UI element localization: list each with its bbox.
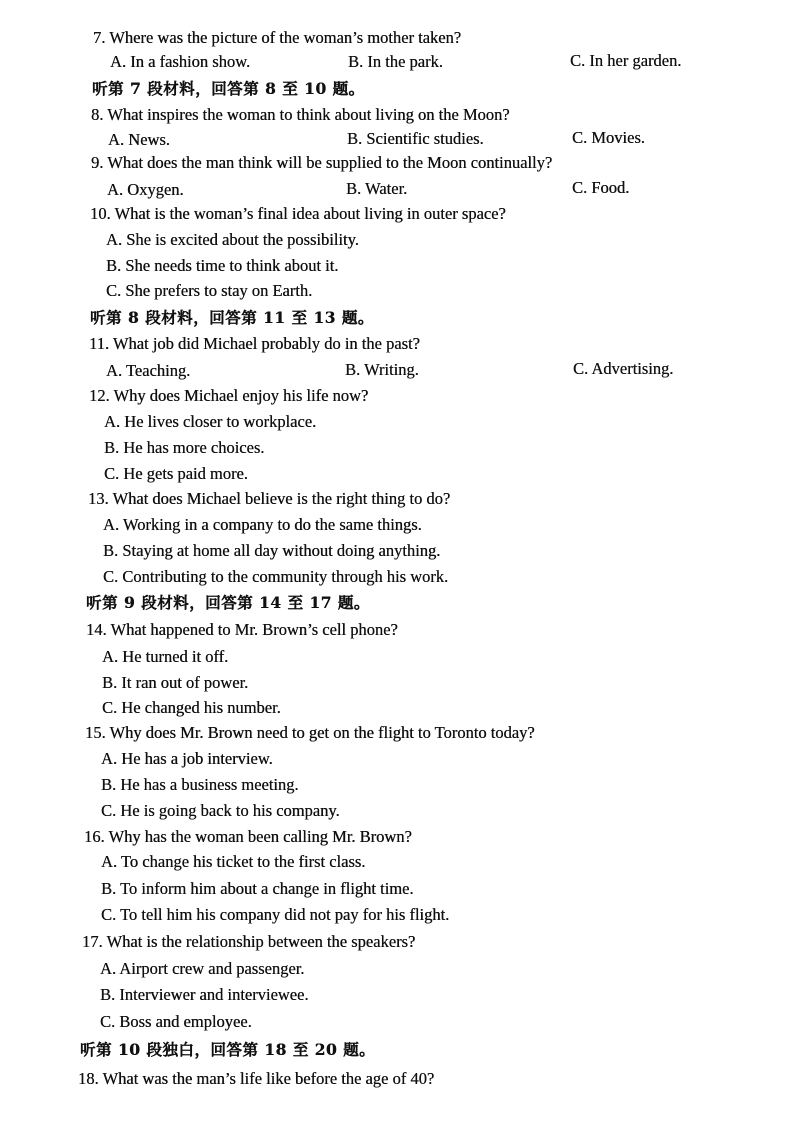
q17-option-a: A. Airport crew and passenger. (100, 959, 305, 978)
section-7-heading: 听第 7 段材料，回答第 8 至 10 题。 (92, 79, 365, 98)
q14-option-a: A. He turned it off. (102, 647, 229, 666)
section-8-heading: 听第 8 段材料，回答第 11 至 13 题。 (90, 308, 374, 327)
q7-option-a: A. In a fashion show. (110, 52, 251, 71)
q17-option-b: B. Interviewer and interviewee. (100, 985, 309, 1004)
q11-option-a: A. Teaching. (106, 361, 191, 380)
section-9-heading: 听第 9 段材料，回答第 14 至 17 题。 (86, 593, 370, 612)
question-15: 15. Why does Mr. Brown need to get on the flight to Toronto today? (85, 723, 535, 742)
question-9: 9. What does the man think will be supplied to the Moon continually? (91, 153, 553, 172)
question-16: 16. Why has the woman been calling Mr. Brown? (84, 827, 412, 846)
q11-option-b: B. Writing. (345, 360, 419, 379)
q10-option-b: B. She needs time to think about it. (106, 256, 339, 275)
q15-option-c: C. He is going back to his company. (101, 801, 340, 820)
section-10-heading: 听第 10 段独白，回答第 18 至 20 题。 (80, 1040, 376, 1059)
q9-option-c: C. Food. (572, 178, 630, 197)
question-11: 11. What job did Michael probably do in the past? (89, 334, 420, 353)
q9-option-a: A. Oxygen. (107, 180, 184, 199)
q12-option-c: C. He gets paid more. (104, 464, 248, 483)
q9-option-b: B. Water. (346, 179, 408, 198)
q17-option-c: C. Boss and employee. (100, 1012, 252, 1031)
q16-option-b: B. To inform him about a change in flight time. (101, 879, 414, 898)
q8-option-b: B. Scientific studies. (347, 129, 484, 148)
question-18: 18. What was the man’s life like before the age of 40? (78, 1069, 435, 1088)
question-17: 17. What is the relationship between the speakers? (82, 932, 416, 951)
question-12: 12. Why does Michael enjoy his life now? (89, 386, 369, 405)
q10-option-a: A. She is excited about the possibility. (106, 230, 359, 249)
question-10: 10. What is the woman’s final idea about living in outer space? (90, 204, 506, 223)
q13-option-a: A. Working in a company to do the same things. (103, 515, 422, 534)
q7-option-b: B. In the park. (348, 52, 443, 71)
q10-option-c: C. She prefers to stay on Earth. (106, 281, 313, 300)
q8-option-a: A. News. (108, 130, 170, 149)
q13-option-c: C. Contributing to the community through his work. (103, 567, 449, 586)
q8-option-c: C. Movies. (572, 128, 645, 147)
q16-option-c: C. To tell him his company did not pay for his flight. (101, 905, 450, 924)
q12-option-b: B. He has more choices. (104, 438, 265, 457)
q14-option-b: B. It ran out of power. (102, 673, 249, 692)
q15-option-b: B. He has a business meeting. (101, 775, 299, 794)
q7-option-c: C. In her garden. (570, 51, 682, 70)
question-7: 7. Where was the picture of the woman’s mother taken? (93, 28, 462, 47)
question-14: 14. What happened to Mr. Brown’s cell phone? (86, 620, 398, 639)
q13-option-b: B. Staying at home all day without doing anything. (103, 541, 441, 560)
q14-option-c: C. He changed his number. (102, 698, 281, 717)
q12-option-a: A. He lives closer to workplace. (104, 412, 317, 431)
q16-option-a: A. To change his ticket to the first class. (101, 852, 366, 871)
question-13: 13. What does Michael believe is the right thing to do? (88, 489, 451, 508)
q11-option-c: C. Advertising. (573, 359, 674, 378)
question-8: 8. What inspires the woman to think about living on the Moon? (91, 105, 510, 124)
q15-option-a: A. He has a job interview. (101, 749, 273, 768)
